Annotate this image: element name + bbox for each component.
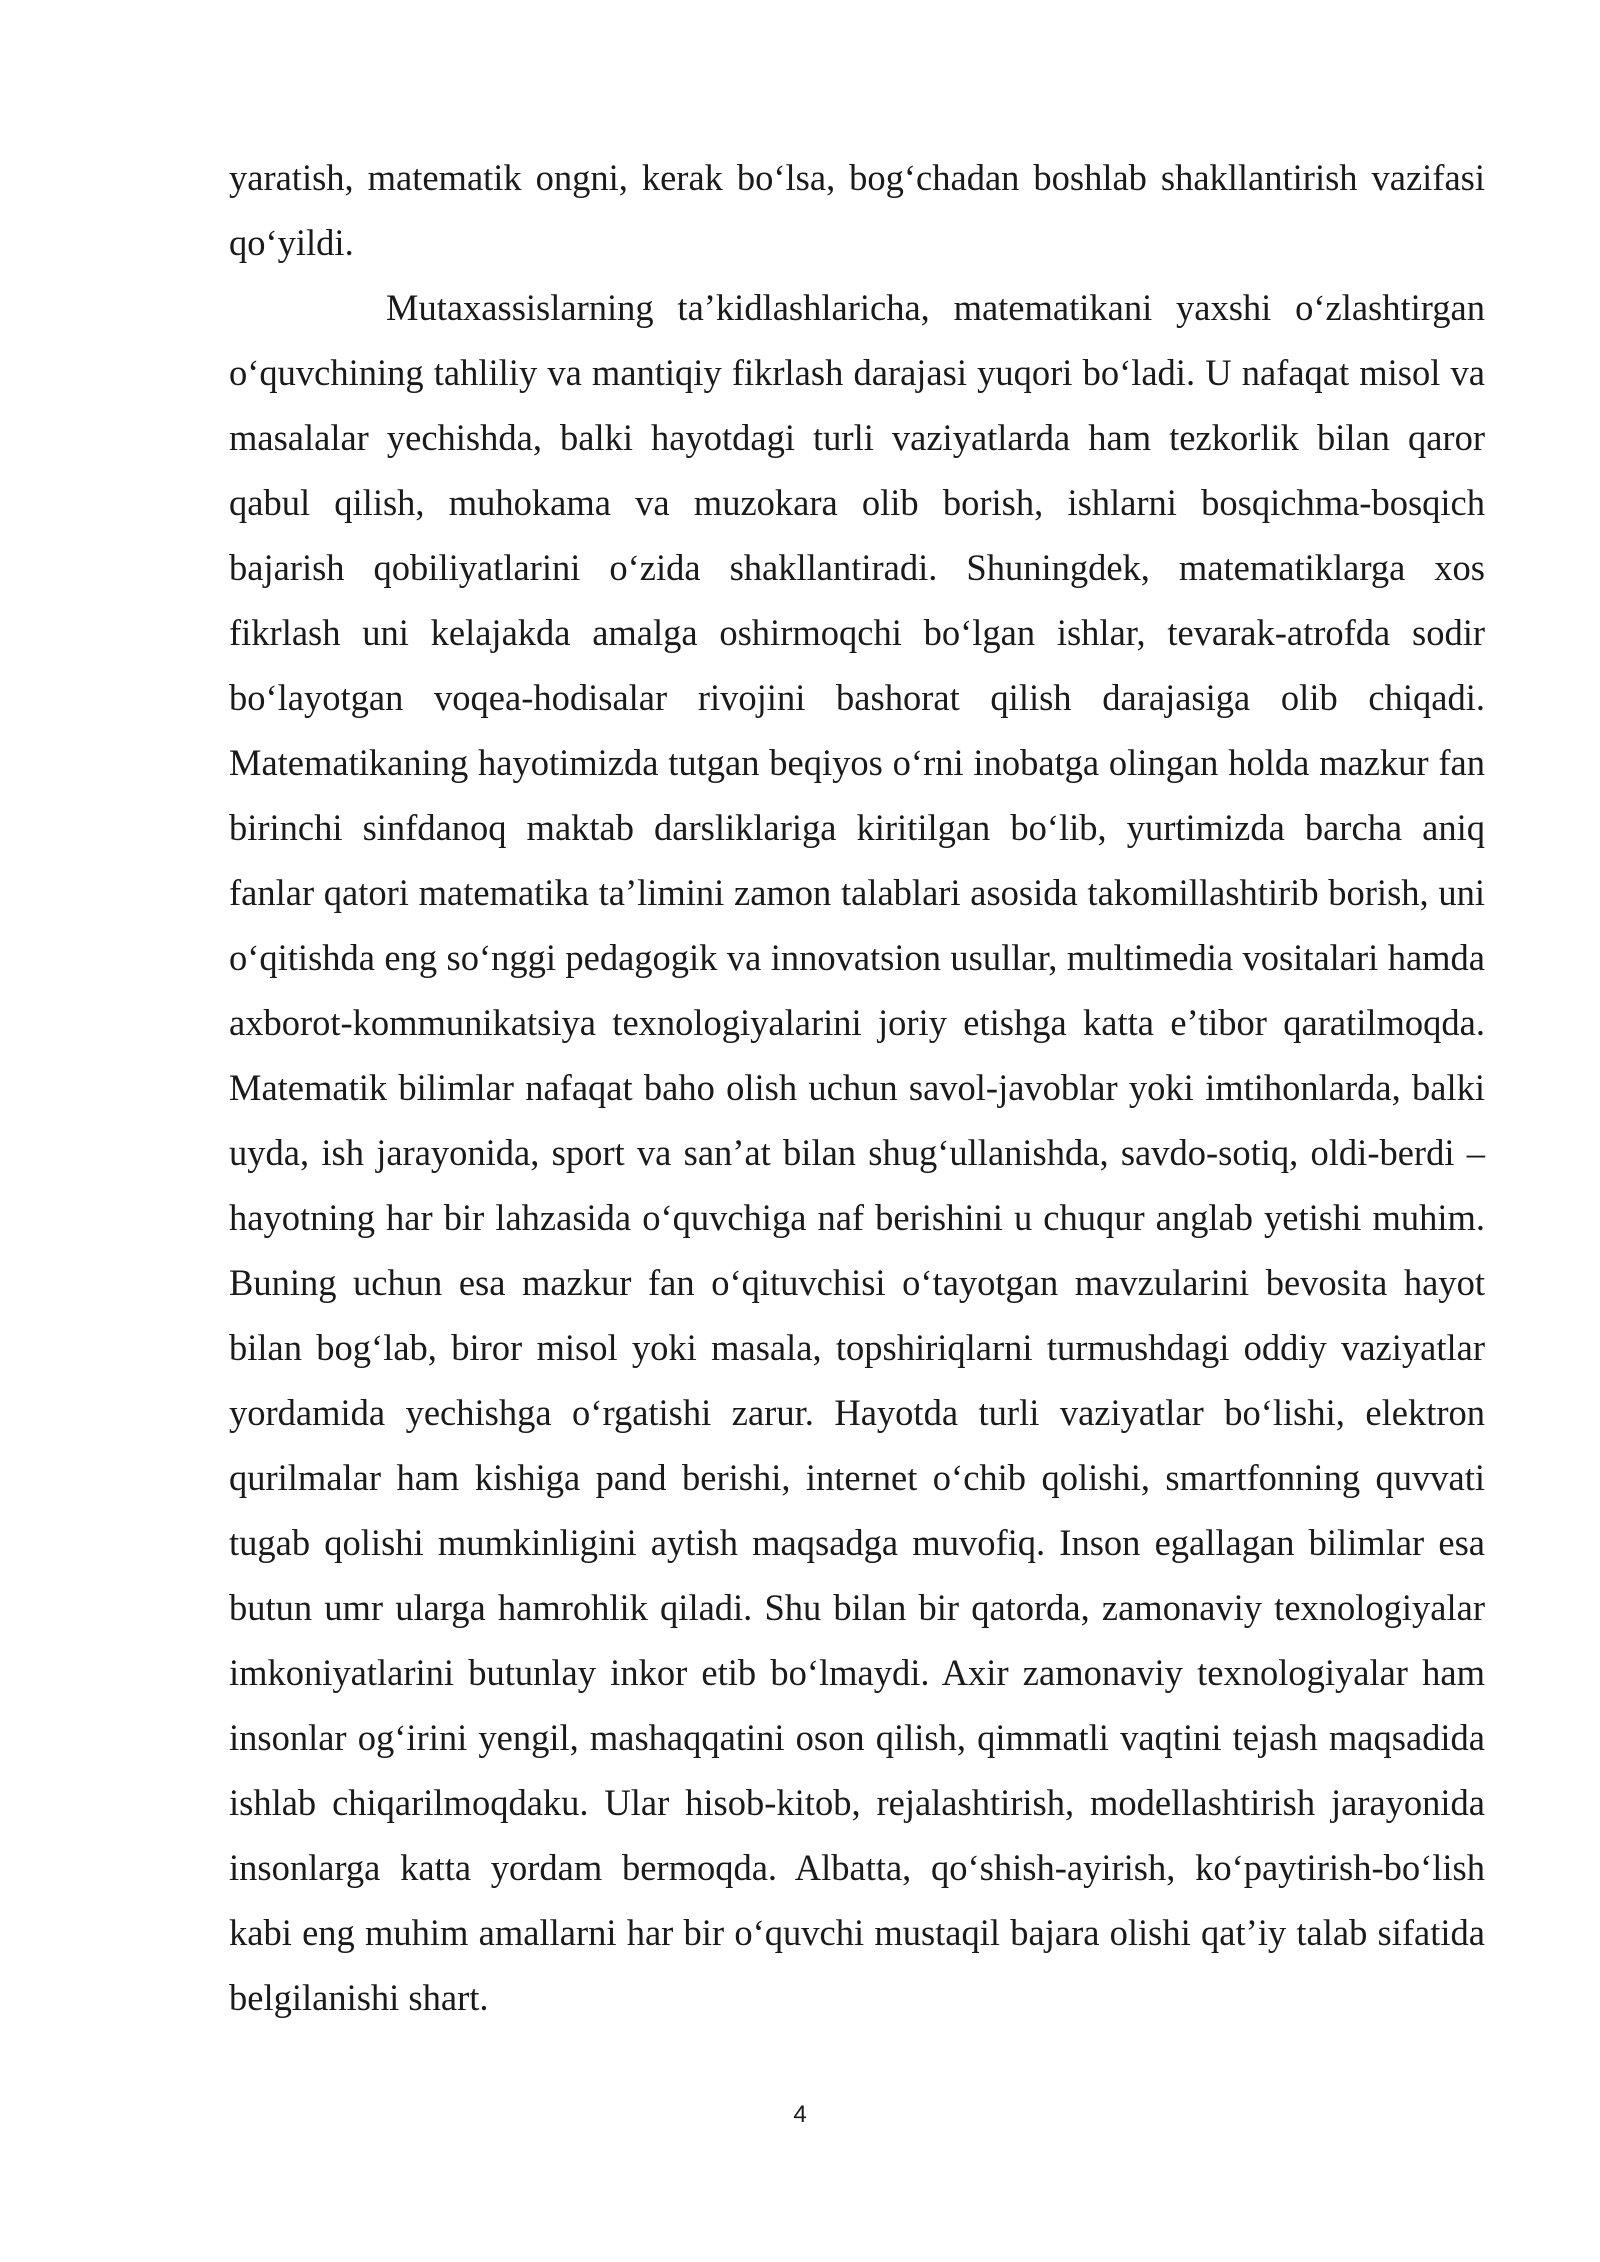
paragraph: Mutaxassislarning ta’kidlashlaricha, matematikani yaxshi o‘zlashtirgan o‘quvchining tahliliy va mantiqiy fikrlash darajasi yuqori bo‘ladi. U nafaqat misol va masalalar yechishda, balki hayotdagi turli vaziyatlarda ham tezkorlik bilan qaror qabul qilish, muhokama va muzokara olib borish, ishlarni bosqichma-bosqich bajarish qobiliyatlarini o‘zida shakllantiradi. Shuningdek, matematiklarga xos fikrlash uni kelajakda amalga oshirmoqchi bo‘lgan ishlar, tevarak-atrofda sodir bo‘layotgan voqea-hodisalar rivojini bashorat qilish darajasiga olib chiqadi. Matematikaning hayotimizda tutgan beqiyos o‘rni inobatga olingan holda mazkur fan birinchi sinfdanoq maktab darsliklariga kiritilgan bo‘lib, yurtimizda barcha aniq fanlar qatori matematika ta’limini zamon talablari asosida takomillashtirib borish, uni o‘qitishda eng so‘nggi pedagogik va innovatsion usullar, multimedia vositalari hamda axborot-kommunikatsiya texnologiyalarini joriy etishga katta e’tibor qaratilmoqda. Matematik bilimlar nafaqat baho olish uchun savol-javoblar yoki imtihonlarda, balki uyda, ish jarayonida, sport va san’at bilan shug‘ullanishda, savdo-sotiq, oldi-berdi – hayotning har bir lahzasida o‘quvchiga naf berishini u chuqur anglab yetishi muhim. Buning uchun esa mazkur fan o‘qituvchisi o‘tayotgan mavzularini bevosita hayot bilan bog‘lab, biror misol yoki masala, topshiriqlarni turmushdagi oddiy vaziyatlar yordamida yechishga o‘rgatishi zarur. Hayotda turli vaziyatlar bo‘lishi, elektron qurilmalar ham kishiga pand berishi, internet o‘chib qolishi, smartfonning quvvati tugab qolishi mumkinligini aytish maqsadga muvofiq. Inson egallagan bilimlar esa butun umr ularga hamrohlik qiladi. Shu bilan bir qatorda, zamonaviy texnologiyalar imkoniyatlarini butunlay inkor etib bo‘lmaydi. Axir zamonaviy texnologiyalar ham insonlar og‘irini yengil, mashaqqatini oson qilish, qimmatli vaqtini tejash maqsadida ishlab chiqarilmoqdaku. Ular hisob-kitob, rejalashtirish, modellashtirish jarayonida insonlarga katta yordam bermoqda. Albatta, qo‘shish-ayirish, ko‘paytirish-bo‘lish kabi eng muhim amallarni har bir o‘quvchi mustaqil bajara olishi qat’iy talab sifatida belgilanishi shart. [229,287,1485,2018]
paragraph-continuation: yaratish, matematik ongni, kerak bo‘lsa, bog‘chadan boshlab shakllantirish vazifasi qo‘yildi. [229,157,1485,263]
page-number: 4 [793,2101,807,2128]
body-text [229,145,1485,2030]
